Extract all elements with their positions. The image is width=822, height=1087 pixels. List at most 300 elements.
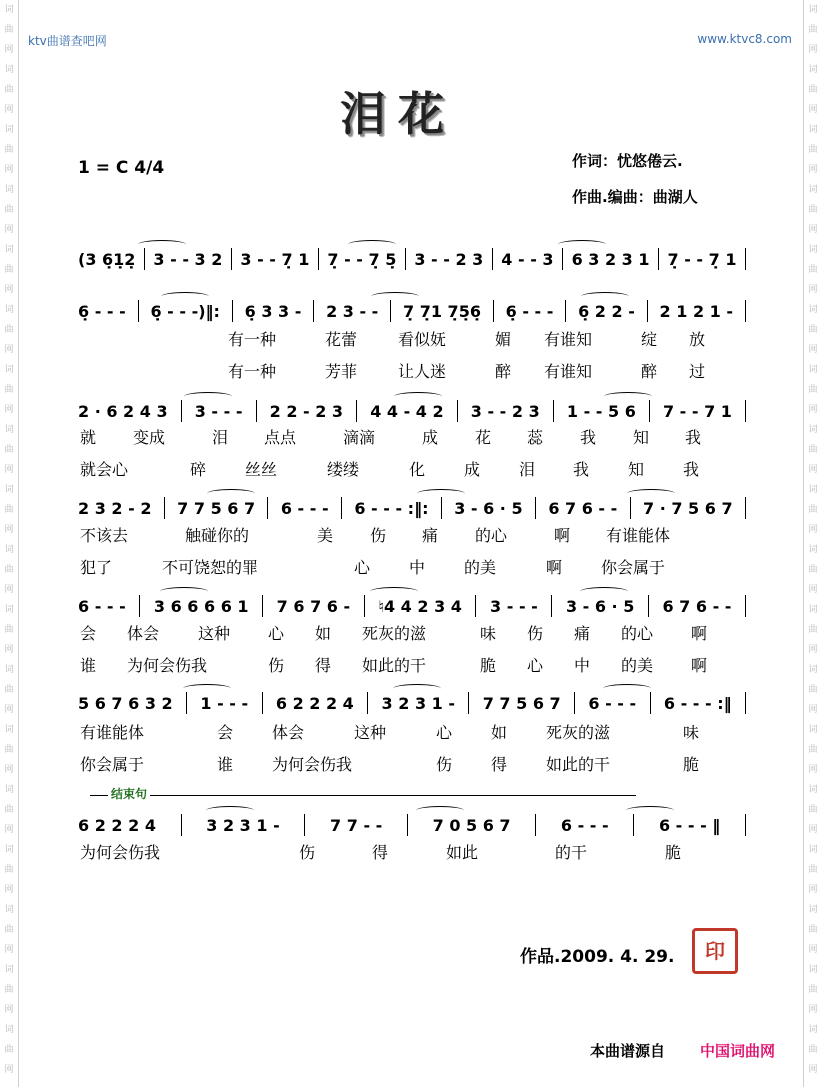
watermark-glyph: 词 [4,1025,14,1035]
watermark-glyph: 词 [4,485,14,495]
slur-mark [393,684,441,693]
lyric-word: 花蕾 [325,330,358,349]
bar-line [390,300,391,322]
bar-line [181,814,182,836]
lyric-word: 如 [315,624,332,643]
lyric-word: 化 [409,460,426,479]
slur-mark [603,684,651,693]
watermark-glyph: 词 [4,665,14,675]
lyric-word: 死灰的滋 [546,723,611,742]
lyric-word: 为何会伤我 [272,755,353,774]
bar-line [633,814,634,836]
watermark-glyph: 词 [4,605,14,615]
watermark-glyph: 曲 [808,805,818,815]
watermark-glyph: 网 [808,885,818,895]
watermark-glyph: 曲 [4,1045,14,1055]
measure: 6 3 2 3 1 [571,249,650,269]
measure: 2 1 2 1 - [659,301,733,321]
watermark-glyph: 词 [4,545,14,555]
measure: 6 - - - [78,596,126,616]
lyric-word: 这种 [354,723,387,742]
lyrics-row [78,555,746,579]
measure: 7 6 7 6 - [276,596,351,616]
bar-line [262,692,263,714]
watermark-glyph: 曲 [808,565,818,575]
bar-line [553,400,554,422]
measure: 3 - - - [490,596,538,616]
watermark-glyph: 曲 [4,805,14,815]
lyric-word: 触碰你的 [185,526,250,545]
lyric-word: 有谁知 [544,362,593,381]
watermark-glyph: 词 [4,785,14,795]
measure: 6̣ - - -)‖: [150,301,220,321]
measure: ♮4 4 2 3 4 [378,596,462,616]
lyric-word: 死灰的滋 [362,624,427,643]
bar-line [256,400,257,422]
watermark-glyph: 网 [808,825,818,835]
watermark-glyph: 词 [808,5,818,15]
lyric-word: 放 [689,330,706,349]
measure: 6 2 2 2 4 [275,693,354,713]
lyric-word: 伤 [436,755,453,774]
watermark-glyph: 曲 [808,385,818,395]
watermark-glyph: 曲 [808,685,818,695]
slur-mark [207,489,255,498]
lyric-word: 脆 [683,755,700,774]
lyric-word: 啊 [691,624,708,643]
watermark-glyph: 曲 [4,985,14,995]
measure: 6 7 6 - - [662,596,732,616]
lyric-word: 体会 [272,723,305,742]
watermark-glyph: 曲 [808,25,818,35]
watermark-glyph: 词 [808,545,818,555]
watermark-glyph: 曲 [808,925,818,935]
watermark-glyph: 网 [808,585,818,595]
measure: 7̣ - - 7̣ 5̣ [327,249,397,269]
bar-line [535,814,536,836]
lyric-word: 不该去 [80,526,129,545]
composer-credit: 作曲.编曲：曲湖人 [572,188,698,206]
slur-mark [138,240,186,249]
lyric-word: 蕊 [527,428,544,447]
lyric-word: 醉 [495,362,512,381]
measure: 3 6 6 6 6 1 [153,596,249,616]
measure: 4 - - 3 [501,249,554,269]
slur-mark [394,392,442,401]
watermark-glyph: 网 [4,405,14,415]
watermark-glyph: 网 [4,345,14,355]
watermark-glyph: 网 [4,525,14,535]
measure: (3 6̣1̣2̣ [78,249,136,269]
measure: 7 7 5 6 7 [482,693,561,713]
lyric-word: 谁 [80,656,97,675]
measure: 7 · 7 5 6 7 [643,498,733,518]
bar-line [745,400,746,422]
measure: 7 0 5 6 7 [432,815,511,835]
watermark-glyph: 网 [808,165,818,175]
slur-mark [348,240,396,249]
bar-line [407,814,408,836]
watermark-glyph: 词 [4,965,14,975]
lyric-word: 伤 [370,526,387,545]
watermark-glyph: 网 [4,705,14,715]
lyric-word: 缕缕 [327,460,360,479]
lyric-word: 碎 [190,460,207,479]
red-seal-stamp: 印 [692,928,738,974]
measure: 6̣ - - - [505,301,554,321]
watermark-glyph: 网 [4,45,14,55]
bar-line [313,300,314,322]
measure: 6 - - - :‖ [663,693,732,713]
watermark-glyph: 曲 [808,625,818,635]
measure: 7 - - 7 1 [662,401,732,421]
lyric-word: 美 [317,526,334,545]
watermark-glyph: 词 [4,845,14,855]
lyric-word: 的心 [621,624,654,643]
watermark-glyph: 曲 [4,25,14,35]
lyric-word: 变成 [133,428,166,447]
bar-line [574,692,575,714]
measure: 6̣ 2 2 - [578,301,635,321]
measure: 6 2 2 2 4 [78,815,156,835]
lyrics-row [78,621,746,645]
bar-line [262,595,263,617]
bar-line [647,300,648,322]
song-title: 泪花 [340,87,456,141]
lyric-word: 会 [80,624,97,643]
bar-line [745,497,746,519]
lyric-word: 得 [315,656,332,675]
watermark-glyph: 曲 [808,985,818,995]
measure: 6 - - - ‖ [658,815,721,835]
lyric-word: 看似妩 [398,330,447,349]
bar-line [492,248,493,270]
lyric-word: 得 [372,843,389,862]
lyric-word: 味 [683,723,700,742]
lyrics-row [78,720,746,744]
bar-line [745,692,746,714]
slur-mark [371,292,419,301]
lyric-word: 不可饶恕的罪 [162,558,259,577]
watermark-glyph: 曲 [4,145,14,155]
lyric-word: 伤 [527,624,544,643]
watermark-glyph: 曲 [4,505,14,515]
watermark-glyph: 网 [808,645,818,655]
bar-line [267,497,268,519]
lyric-word: 花 [475,428,492,447]
lyric-word: 如此的干 [362,656,427,675]
watermark-glyph: 网 [808,225,818,235]
watermark-glyph: 曲 [808,505,818,515]
bar-line [745,595,746,617]
lyric-word: 你会属于 [80,755,145,774]
lyric-word: 啊 [546,558,563,577]
lyric-word: 过 [689,362,706,381]
bar-line [367,692,368,714]
composition-date: 作品.2009. 4. 29. [520,947,675,967]
watermark-glyph: 曲 [4,685,14,695]
bar-line [341,497,342,519]
lyric-word: 脆 [480,656,497,675]
lyric-word: 体会 [127,624,160,643]
watermark-glyph: 网 [4,1005,14,1015]
source-site-left: ktv曲谱查吧网 [28,34,107,48]
lyric-word: 为何会伤我 [127,656,208,675]
lyric-word: 芳菲 [325,362,358,381]
watermark-glyph: 词 [808,1025,818,1035]
measure: 2 2 - 2 3 [269,401,344,421]
watermark-glyph: 曲 [4,625,14,635]
lyric-word: 成 [464,460,481,479]
watermark-glyph: 曲 [808,85,818,95]
bar-line [405,248,406,270]
slur-mark [604,392,652,401]
lyric-word: 味 [480,624,497,643]
bar-line [468,692,469,714]
watermark-glyph: 网 [4,225,14,235]
lyric-word: 痛 [574,624,591,643]
lyric-word: 啊 [691,656,708,675]
slur-mark [183,684,231,693]
watermark-glyph: 词 [4,425,14,435]
lyric-word: 媚 [495,330,512,349]
lyric-word: 我 [573,460,590,479]
lyricist-credit: 作词：忧悠倦云. [572,152,683,170]
watermark-glyph: 曲 [4,865,14,875]
watermark-glyph: 网 [4,285,14,295]
watermark-glyph: 曲 [4,325,14,335]
watermark-glyph: 词 [808,605,818,615]
watermark-glyph: 曲 [808,145,818,155]
watermark-glyph: 词 [808,725,818,735]
ending-bracket-line [90,795,636,796]
slur-mark [627,489,675,498]
lyric-word: 的心 [475,526,508,545]
bar-line [650,692,651,714]
lyric-word: 有一种 [228,362,277,381]
bar-line [231,248,232,270]
footer-source-prefix: 本曲谱源自 [590,1042,666,1060]
watermark-glyph: 曲 [808,265,818,275]
lyrics-row [78,457,746,481]
bar-line [181,400,182,422]
lyric-word: 泪 [519,460,536,479]
measure: 7̣ - - 7̣ 1 [667,249,737,269]
lyric-word: 有谁知 [544,330,593,349]
lyric-word: 就 [80,428,97,447]
watermark-glyph: 曲 [808,445,818,455]
bar-line [164,497,165,519]
watermark-glyph: 网 [4,885,14,895]
lyric-word: 点点 [264,428,297,447]
measure: 3 - 6 · 5 [565,596,635,616]
lyric-word: 痛 [422,526,439,545]
slur-mark [581,292,629,301]
bar-line [493,300,494,322]
lyric-word: 就会心 [80,460,129,479]
watermark-glyph: 网 [4,765,14,775]
watermark-glyph: 词 [808,665,818,675]
measure: 3 - - - [194,401,243,421]
lyric-word: 的美 [621,656,654,675]
watermark-glyph: 词 [808,485,818,495]
lyric-word: 心 [268,624,285,643]
lyric-word: 我 [683,460,700,479]
measure: 3 2 3 1 - [381,693,455,713]
bar-line [745,248,746,270]
measure: 4 4 - 4 2 [370,401,444,421]
measure: 5 6 7 6 3 2 [78,693,173,713]
measure: 1 - - 5 6 [566,401,636,421]
watermark-glyph: 词 [4,245,14,255]
bar-line [565,300,566,322]
watermark-glyph: 网 [808,405,818,415]
lyric-word: 会 [217,723,234,742]
slur-mark [370,587,418,596]
slur-mark [626,806,674,815]
slur-mark [416,806,464,815]
bar-line [745,814,746,836]
bar-line [441,497,442,519]
lyric-word: 绽 [641,330,658,349]
watermark-glyph: 曲 [808,1045,818,1055]
slur-mark [580,587,628,596]
lyrics-row [78,840,746,864]
watermark-glyph: 网 [808,465,818,475]
watermark-glyph: 词 [808,65,818,75]
watermark-glyph: 曲 [4,925,14,935]
measure: 6 - - - [560,815,609,835]
watermark-glyph: 词 [4,365,14,375]
watermark-glyph: 词 [808,185,818,195]
watermark-glyph: 曲 [808,325,818,335]
bar-line [457,400,458,422]
lyric-word: 泪 [212,428,229,447]
lyric-word: 伤 [299,843,316,862]
watermark-glyph: 曲 [4,265,14,275]
measure: 2 · 6 2 4 3 [78,401,168,421]
watermark-glyph: 网 [4,1065,14,1075]
lyric-word: 成 [422,428,439,447]
lyric-word: 心 [527,656,544,675]
lyric-word: 的干 [555,843,588,862]
slur-mark [160,587,208,596]
bar-line [186,692,187,714]
lyric-word: 你会属于 [601,558,666,577]
watermark-glyph: 网 [808,1065,818,1075]
bar-line [232,300,233,322]
key-signature: 1 = C 4/4 [78,158,165,178]
bar-line [304,814,305,836]
lyric-word: 有谁能体 [606,526,671,545]
lyrics-row [78,327,746,351]
slur-mark [206,806,254,815]
watermark-glyph: 曲 [808,745,818,755]
lyrics-row [78,653,746,677]
lyric-word: 滴滴 [343,428,376,447]
watermark-glyph: 网 [808,345,818,355]
lyric-word: 脆 [665,843,682,862]
lyrics-row [78,752,746,776]
measure: 6 - - - [280,498,329,518]
watermark-glyph: 网 [808,765,818,775]
lyric-word: 谁 [217,755,234,774]
measure: 3 - - 7̣ 1 [240,249,310,269]
lyric-word: 中 [409,558,426,577]
watermark-glyph: 网 [808,525,818,535]
bar-line [138,300,139,322]
watermark-glyph: 曲 [808,205,818,215]
watermark-glyph: 网 [4,825,14,835]
watermark-glyph: 词 [4,905,14,915]
watermark-glyph: 词 [808,365,818,375]
watermark-glyph: 曲 [4,565,14,575]
watermark-glyph: 曲 [4,85,14,95]
lyrics-row [78,359,746,383]
bar-line [745,300,746,322]
measure: 3 - - 2 3 [470,401,540,421]
slur-mark [161,292,209,301]
bar-line [356,400,357,422]
watermark-glyph: 网 [4,465,14,475]
lyric-word: 犯了 [80,558,113,577]
lyric-word: 伤 [268,656,285,675]
bar-line [658,248,659,270]
bar-line [562,248,563,270]
bar-line [144,248,145,270]
bar-line [535,497,536,519]
measure: 2 3 - - [326,301,379,321]
watermark-glyph: 词 [4,725,14,735]
bar-line [630,497,631,519]
lyric-word: 啊 [554,526,571,545]
watermark-glyph: 词 [808,245,818,255]
watermark-glyph: 词 [4,125,14,135]
bar-line [648,595,649,617]
lyrics-row [78,425,746,449]
lyric-word: 得 [491,755,508,774]
lyric-word: 有一种 [228,330,277,349]
bar-line [551,595,552,617]
lyric-word: 中 [574,656,591,675]
bar-line [318,248,319,270]
lyric-word: 如 [491,723,508,742]
lyric-word: 我 [685,428,702,447]
watermark-glyph: 网 [808,285,818,295]
watermark-glyph: 词 [808,425,818,435]
measure: 1 - - - [200,693,249,713]
lyric-word: 的美 [464,558,497,577]
measure: 6 - - - [588,693,637,713]
lyric-word: 让人迷 [398,362,447,381]
lyric-word: 为何会伤我 [80,843,161,862]
lyric-word: 心 [354,558,371,577]
watermark-glyph: 词 [4,5,14,15]
watermark-glyph: 网 [4,645,14,655]
bar-line [139,595,140,617]
left-watermark-strip [0,0,19,1087]
watermark-glyph: 词 [808,305,818,315]
slur-mark [184,392,232,401]
watermark-glyph: 词 [808,905,818,915]
slur-mark [417,489,465,498]
watermark-glyph: 词 [808,125,818,135]
measure: 3 - - 2 3 [414,249,484,269]
watermark-glyph: 词 [4,185,14,195]
lyric-word: 如此 [446,843,479,862]
watermark-glyph: 词 [4,65,14,75]
watermark-glyph: 网 [4,945,14,955]
